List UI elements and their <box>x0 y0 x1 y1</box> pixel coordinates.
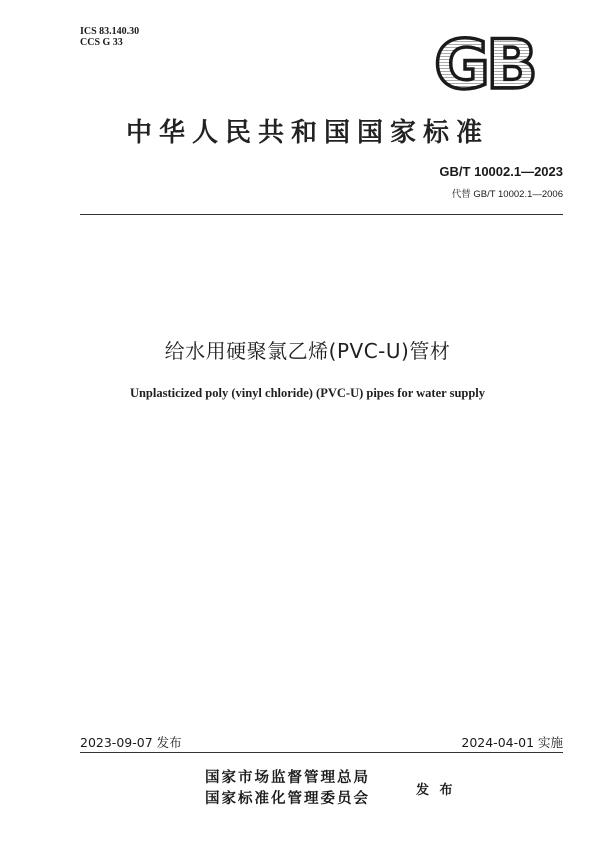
chinese-title: 给水用硬聚氯乙烯(PVC-U)管材 <box>164 339 451 363</box>
authority-line-1: 国家市场监督管理总局 <box>205 770 370 786</box>
ics-code: ICS 83.140.30 <box>80 26 140 37</box>
classification-codes <box>80 26 139 48</box>
ccs-code: CCS G 33 <box>80 37 123 48</box>
publish-label: 发 布 <box>416 783 456 798</box>
replaces-standard: 代替 GB/T 10002.1—2006 <box>451 189 563 200</box>
header-divider <box>80 214 563 215</box>
issuing-authorities <box>205 768 370 810</box>
gb-logo-text: GB <box>434 32 534 94</box>
standard-number: GB/T 10002.1—2023 <box>439 164 563 179</box>
issue-date: 2023-09-07 发布 <box>80 735 182 750</box>
footer-divider <box>80 752 563 753</box>
implementation-date: 2024-04-01 实施 <box>461 735 563 750</box>
gb-logo <box>425 32 543 94</box>
authority-line-2: 国家标准化管理委员会 <box>205 791 370 807</box>
national-standard-title: 中华人民共和国国家标准 <box>125 118 489 148</box>
english-title: Unplasticized poly (vinyl chloride) (PVC-U) pipes for water supply <box>129 386 486 400</box>
